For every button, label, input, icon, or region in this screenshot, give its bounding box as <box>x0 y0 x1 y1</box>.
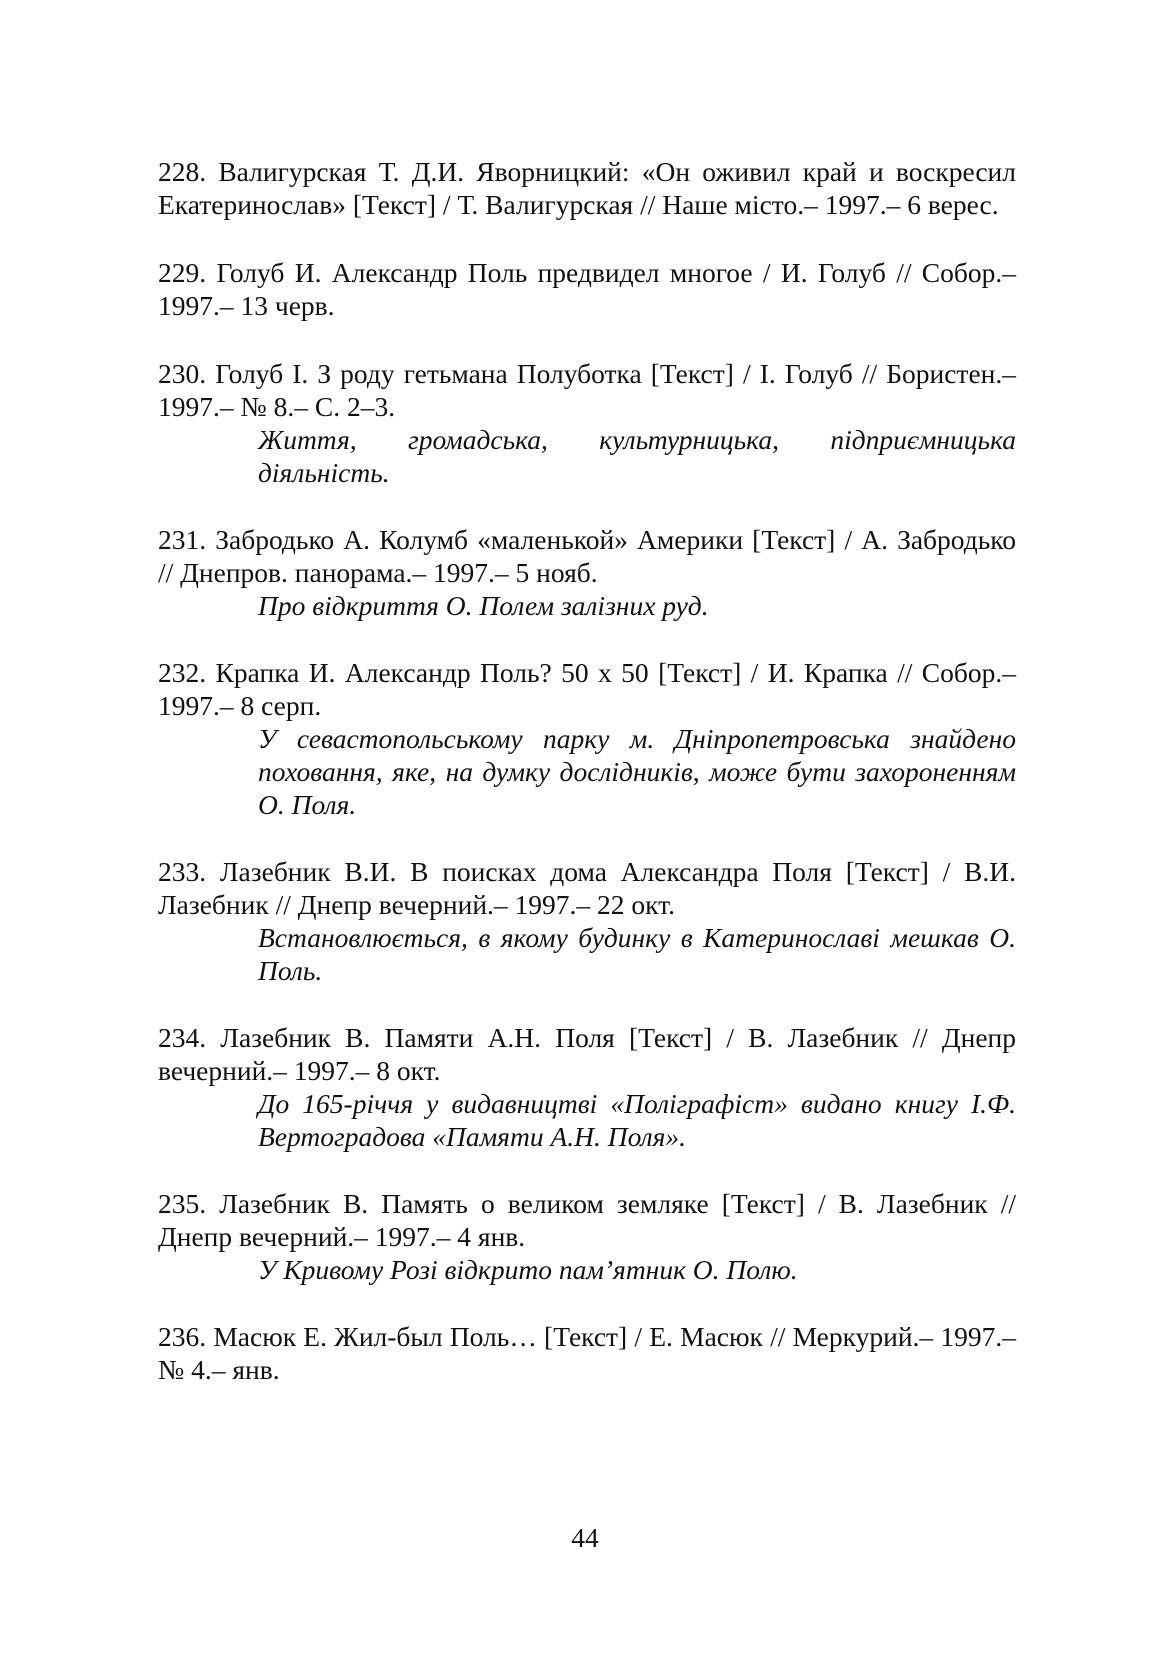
entry-235 <box>158 1187 1016 1286</box>
entry-annotation: До 165-річчя у видавництві «Поліграфіст» видано книгу І.Ф. Вертоградова «Памяти А.Н. Поля». <box>258 1088 1016 1152</box>
entry-231 <box>158 523 1016 622</box>
entry-233 <box>158 855 1016 987</box>
entry-text: 234. Лазебник В. Памяти А.Н. Поля [Текст] / В. Лазебник // Днепр вечерний.– 1997.– 8 окт. <box>158 1022 1016 1086</box>
entry-236 <box>158 1320 1016 1386</box>
entry-annotation: Життя, громадська, культурницька, підприємницька діяльність. <box>258 424 1016 488</box>
entry-text: 229. Голуб И. Александр Поль предвидел многое / И. Голуб // Собор.– 1997.– 13 черв. <box>158 257 1016 321</box>
page-number: 44 <box>571 1522 599 1553</box>
entry-234 <box>158 1021 1016 1153</box>
entry-annotation: Встановлюється, в якому будинку в Катеринославі мешкав О. Поль. <box>258 922 1016 986</box>
entry-annotation: У Кривому Розі відкрито пам’ятник О. Полю. <box>258 1254 798 1285</box>
entry-text: 235. Лазебник В. Память о великом земляке [Текст] / В. Лазебник // Днепр вечерний.– 1997.– 4 янв. <box>158 1188 1016 1252</box>
bibliography-list <box>158 155 1016 1386</box>
entry-text: 236. Масюк Е. Жил-был Поль… [Текст] / Е. Масюк // Меркурий.– 1997.– № 4.– янв. <box>158 1321 1016 1385</box>
entry-text: 232. Крапка И. Александр Поль? 50 х 50 [Текст] / И. Крапка // Собор.– 1997.– 8 серп. <box>158 657 1016 721</box>
entry-text: 228. Валигурская Т. Д.И. Яворницкий: «Он оживил край и воскресил Екатеринослав» [Текст] / Т. Валигурская // Наше місто.– 1997.– 6 верес. <box>158 156 1016 220</box>
entry-text: 233. Лазебник В.И. В поисках дома Александра Поля [Текст] / В.И. Лазебник // Днепр вечерний.– 1997.– 22 окт. <box>158 856 1016 920</box>
entry-229 <box>158 256 1016 322</box>
entry-228 <box>158 155 1016 221</box>
entry-annotation: Про відкриття О. Полем залізних руд. <box>258 590 709 621</box>
entry-annotation: У севастопольському парку м. Дніпропетровська знайдено поховання, яке, на думку дослідників, може бути захороненням О. Поля. <box>258 723 1016 820</box>
entry-232 <box>158 656 1016 821</box>
entry-text: 231. Забродько А. Колумб «маленькой» Америки [Текст] / А. Забродько // Днепров. панорама.– 1997.– 5 нояб. <box>158 524 1016 588</box>
entry-230 <box>158 357 1016 489</box>
entry-text: 230. Голуб І. З роду гетьмана Полуботка [Текст] / І. Голуб // Бористен.– 1997.– № 8.– С. 2–3. <box>158 358 1016 422</box>
